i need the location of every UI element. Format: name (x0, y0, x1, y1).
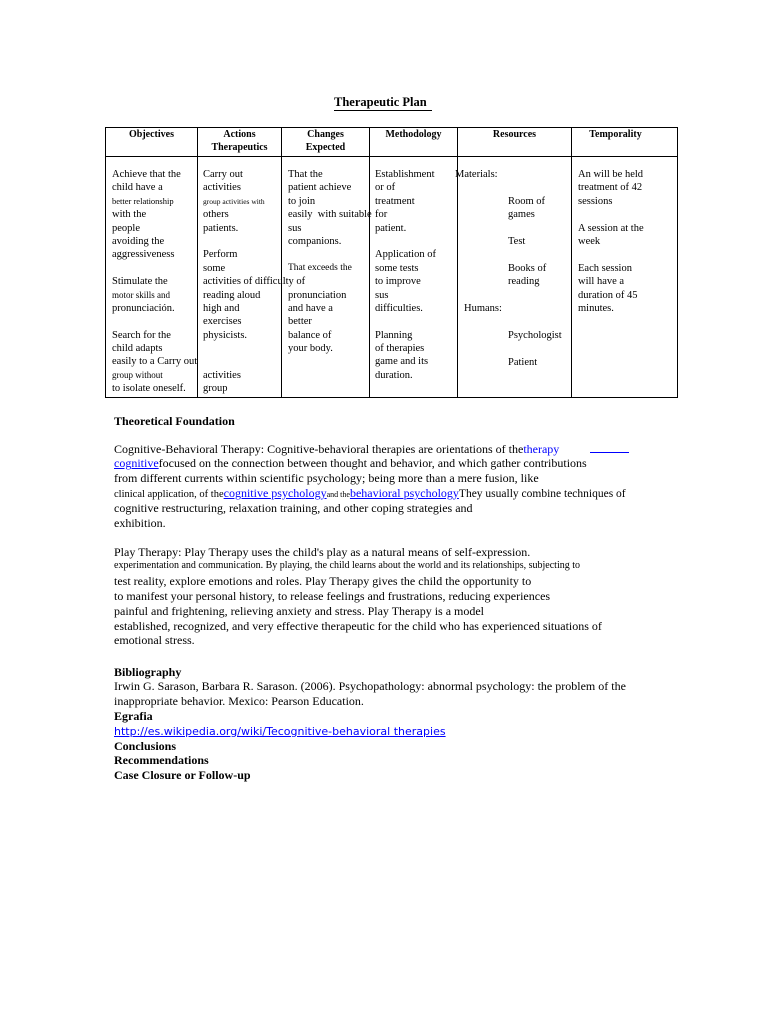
actions-line (203, 355, 305, 368)
objectives-line: child adapts (112, 343, 163, 355)
objectives-line: people (112, 222, 140, 234)
paragraph-line (114, 471, 629, 486)
resource-item (489, 262, 546, 289)
bullet-icon (489, 262, 508, 275)
methodology-line: sus (375, 289, 389, 301)
resource-line: reading (508, 276, 540, 288)
temporality-line: sessions (578, 195, 613, 207)
paragraph-line (114, 619, 602, 634)
header-line: Changes (307, 129, 344, 140)
changes-cell (288, 168, 372, 355)
reference-line: inappropriate behavior. Mexico: Pearson Education. (114, 694, 364, 709)
resources-cell (455, 168, 571, 368)
column-divider (571, 128, 572, 397)
objectives-line: with the (112, 209, 147, 221)
methodology-line: duration. (375, 369, 413, 381)
resource-item (489, 235, 525, 248)
reference-line: Irwin G. Sarason, Barbara R. Sarason. (2006). Psychopathology: abnormal psychology: the problem of the (114, 679, 626, 694)
bullet-icon (489, 329, 508, 342)
resource-item (489, 195, 545, 222)
resource-item (489, 329, 562, 342)
header-line: Resources (492, 129, 537, 140)
changes-line: your body. (288, 343, 333, 355)
header-divider (106, 156, 677, 157)
resource-text (508, 235, 525, 248)
header-line: Temporality (589, 129, 642, 140)
page-title: Therapeutic Plan (334, 95, 432, 111)
methodology-line: of therapies (375, 343, 425, 355)
methodology-line: some tests (375, 262, 419, 274)
case-closure-heading: Case Closure or Follow-up (114, 768, 251, 783)
wikipedia-link[interactable]: http://es.wikipedia.org/wiki/Tecognitive-behavioral therapies (114, 724, 446, 738)
objectives-line: better relationship (112, 195, 174, 206)
header-line: Expected (305, 142, 346, 154)
bibliography-heading: Bibliography (114, 664, 182, 679)
objectives-line: Achieve that the (112, 169, 181, 180)
resource-line: games (508, 209, 535, 221)
paragraph-line (114, 545, 602, 560)
paragraph-line (114, 633, 602, 648)
temporality-line: minutes. (578, 302, 614, 314)
text-run: Cognitive-Behavioral Therapy: Cognitive-behavioral therapies are orientations of the (114, 441, 524, 456)
paragraph-line (114, 486, 629, 501)
text-run: painful and frightening, relieving anxiety and stress. Play Therapy is a model (114, 603, 485, 618)
paragraph-line (114, 456, 629, 471)
resource-line: Patient (508, 356, 538, 368)
text-run: to manifest your personal history, to release feelings and frustrations, reducing experiences (114, 588, 551, 603)
temporality-line: Each session (578, 262, 632, 274)
play-therapy-paragraph (114, 545, 602, 649)
objectives-line (112, 315, 197, 328)
paragraph-line (114, 501, 629, 516)
resource-text (508, 356, 537, 369)
changes-line (288, 275, 372, 288)
paragraph-line (114, 604, 602, 619)
paragraph-line (114, 574, 602, 589)
header-line: Methodology (385, 129, 442, 140)
objectives-line: avoiding the (112, 235, 165, 247)
actions-line: physicists. (203, 329, 248, 341)
egrafia-heading: Egrafia (114, 708, 153, 723)
resource-line: Room of (508, 195, 546, 207)
header-methodology (370, 128, 457, 141)
text-run: exhibition. (114, 515, 166, 530)
temporality-line: will have a (578, 276, 625, 288)
methodology-line: to improve (375, 276, 421, 288)
changes-line: easily with suitable (288, 209, 372, 221)
temporality-line: duration of 45 (578, 289, 638, 301)
hyperlink[interactable]: therapy (523, 441, 560, 456)
objectives-line: Search for the (112, 329, 171, 341)
header-changes-expected (282, 128, 369, 155)
paragraph-line (114, 516, 629, 531)
objectives-cell (112, 168, 197, 396)
resource-line: Books of (508, 262, 547, 274)
text-run: established, recognized, and very effective therapeutic for the child who has experienced situations of (114, 618, 602, 633)
objectives-line: aggressiveness (112, 249, 175, 261)
text-run: focused on the connection between thought and behavior, and which gather contributions (158, 456, 587, 471)
changes-line: better (288, 316, 312, 328)
objectives-line: group without (112, 369, 163, 380)
temporality-line: An will be held (578, 169, 644, 180)
methodology-line (375, 315, 436, 328)
hyperlink[interactable]: cognitive psychology (223, 485, 327, 500)
methodology-line: game and its (375, 356, 429, 368)
materials-label: Materials: (455, 169, 498, 180)
methodology-line: for (375, 209, 388, 221)
hyperlink[interactable]: behavioral psychology (349, 485, 459, 500)
cbt-paragraph (114, 442, 629, 531)
objectives-line: motor skills and (112, 289, 170, 300)
bullet-icon (489, 356, 508, 369)
methodology-line: patient. (375, 222, 407, 234)
resource-item (489, 356, 537, 369)
temporality-line: treatment of 42 (578, 182, 643, 194)
header-actions-therapeutics (198, 128, 281, 155)
changes-line: and have a (288, 302, 333, 314)
actions-line: activities (203, 369, 241, 381)
paragraph-line (114, 589, 602, 604)
actions-line: high and (203, 302, 240, 314)
humans-label: Humans: (464, 303, 502, 314)
objectives-line: child have a (112, 182, 163, 194)
paragraph-line (114, 559, 602, 574)
objectives-line: pronunciación. (112, 302, 175, 314)
methodology-line: Application of (375, 249, 436, 261)
methodology-line (375, 235, 436, 248)
resource-line: Test (508, 236, 526, 247)
header-resources (458, 128, 571, 141)
actions-line: activities (203, 182, 241, 194)
temporality-line: week (578, 235, 601, 247)
methodology-line: difficulties. (375, 302, 423, 314)
actions-line: reading aloud (203, 289, 261, 301)
actions-line: activities of difficulty of (203, 276, 306, 288)
header-temporality (572, 128, 677, 141)
changes-line (288, 248, 372, 261)
changes-line: balance of (288, 329, 332, 341)
temporality-line (578, 248, 644, 261)
actions-line: Perform (203, 249, 238, 261)
changes-line: to join (288, 195, 316, 207)
resource-text (508, 195, 545, 222)
url-line (114, 724, 626, 739)
resource-text (508, 262, 546, 289)
bullet-icon (489, 235, 508, 248)
changes-line: patient achieve (288, 182, 352, 194)
text-run: emotional stress. (114, 633, 195, 648)
text-run: experimentation and communication. By playing, the child learns about the world and its relationships, subjecting to (114, 560, 581, 572)
header-line: Therapeutics (211, 142, 268, 154)
temporality-cell (578, 168, 644, 315)
changes-line: sus (288, 222, 302, 234)
conclusions-heading: Conclusions (114, 738, 177, 753)
header-line: Actions (223, 129, 256, 140)
bullet-icon (489, 195, 508, 208)
text-run: Play Therapy: Play Therapy uses the child's play as a natural means of self-expression. (114, 544, 531, 559)
temporality-line: A session at the (578, 222, 644, 234)
text-run: and the (326, 489, 350, 499)
resource-text (508, 329, 562, 342)
text-run: cognitive restructuring, relaxation training, and other coping strategies and (114, 500, 473, 515)
methodology-cell (375, 168, 436, 382)
back-matter (114, 665, 626, 783)
paragraph-line (114, 442, 629, 457)
objectives-line (112, 262, 197, 275)
actions-line: some (203, 262, 226, 274)
changes-line: That the (288, 169, 323, 180)
text-run: from different currents within scientific psychology; being more than a mere fusion, like (114, 471, 539, 486)
actions-line: exercises (203, 316, 242, 328)
objectives-line: to isolate oneself. (112, 383, 186, 395)
text-run: test reality, explore emotions and roles. Play Therapy gives the child the opportunity to (114, 574, 532, 589)
methodology-line: or of (375, 182, 396, 194)
changes-line: companions. (288, 235, 342, 247)
text-run: They usually combine techniques of (458, 487, 626, 500)
theoretical-foundation-heading: Theoretical Foundation (114, 414, 235, 428)
header-line: Objectives (129, 129, 174, 140)
header-objectives (106, 128, 197, 141)
actions-line: group activities with (203, 196, 265, 206)
temporality-line (578, 208, 644, 221)
resource-line: Psychologist (508, 329, 562, 341)
text-run: clinical application, of the (114, 488, 224, 500)
methodology-line: treatment (375, 195, 415, 207)
changes-line: pronunciation (288, 289, 347, 301)
changes-line: That exceeds the (288, 262, 352, 273)
objectives-line: easily to a Carry out (112, 356, 198, 368)
recommendations-heading: Recommendations (114, 753, 209, 768)
actions-line: patients. (203, 222, 239, 234)
actions-line: group (203, 383, 228, 395)
objectives-line: Stimulate the (112, 276, 168, 288)
actions-line: others (203, 209, 229, 221)
methodology-line: Establishment (375, 169, 435, 180)
hyperlink[interactable]: cognitive (114, 456, 159, 471)
therapeutic-plan-table (105, 127, 678, 398)
actions-line: Carry out (203, 169, 243, 180)
methodology-line: Planning (375, 329, 413, 341)
